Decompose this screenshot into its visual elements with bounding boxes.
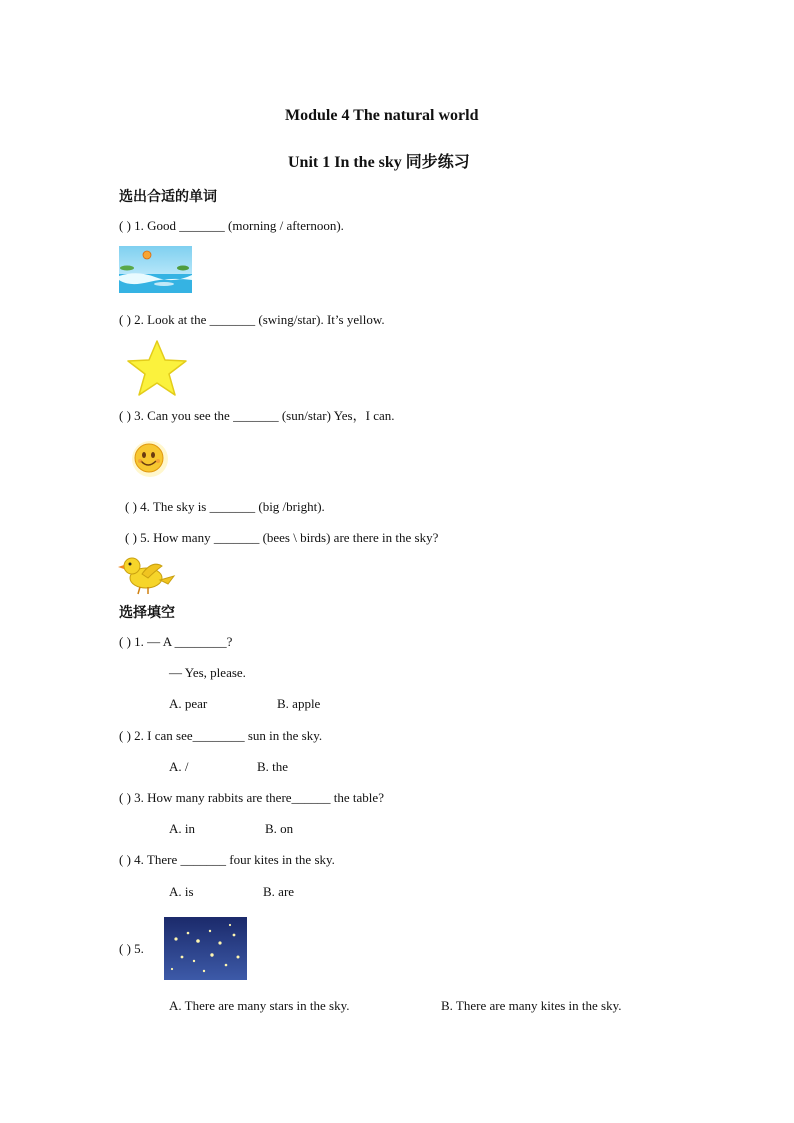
s2-question-1-option-b: B. apple bbox=[277, 696, 321, 711]
s2-question-4-option-a: A. is bbox=[169, 884, 194, 899]
s2-question-5-option-a: A. There are many stars in the sky. bbox=[169, 998, 350, 1013]
s1-question-1: ( ) 1. Good _______ (morning / afternoon). bbox=[119, 218, 344, 233]
page-title: Module 4 The natural world bbox=[285, 107, 479, 124]
night-stars-image bbox=[164, 917, 247, 980]
sun-face-image bbox=[128, 439, 172, 479]
s2-question-5-stem: ( ) 5. bbox=[119, 941, 144, 956]
s2-question-1-option-a: A. pear bbox=[169, 696, 208, 711]
section2-heading: 选择填空 bbox=[119, 605, 175, 621]
s2-question-4-stem: ( ) 4. There _______ four kites in the sky. bbox=[119, 852, 335, 867]
s1-question-3: ( ) 3. Can you see the _______ (sun/star) Yes，I can. bbox=[119, 408, 395, 423]
s2-question-3-stem: ( ) 3. How many rabbits are there______ the table? bbox=[119, 790, 384, 805]
s2-question-4-option-b: B. are bbox=[263, 884, 295, 899]
s2-question-5-option-b: B. There are many kites in the sky. bbox=[441, 998, 622, 1013]
s2-question-1-reply: — Yes, please. bbox=[169, 665, 246, 680]
bird-image bbox=[118, 552, 176, 596]
s2-question-2-stem: ( ) 2. I can see________ sun in the sky. bbox=[119, 728, 323, 743]
morning-sea-image bbox=[119, 246, 192, 293]
s1-question-2: ( ) 2. Look at the _______ (swing/star). It’s yellow. bbox=[119, 312, 385, 327]
s1-question-4: ( ) 4. The sky is _______ (big /bright). bbox=[125, 499, 325, 514]
s2-question-2-option-a: A. / bbox=[169, 759, 189, 774]
s2-question-1-stem: ( ) 1. — A ________? bbox=[119, 634, 233, 649]
s2-question-3-option-a: A. in bbox=[169, 821, 195, 836]
page-subtitle: Unit 1 In the sky 同步练习 bbox=[288, 154, 470, 171]
star-image bbox=[126, 339, 188, 397]
section1-heading: 选出合适的单词 bbox=[119, 189, 217, 205]
s2-question-2-option-b: B. the bbox=[257, 759, 289, 774]
s1-question-5: ( ) 5. How many _______ (bees \ birds) are there in the sky? bbox=[125, 530, 439, 545]
s2-question-3-option-b: B. on bbox=[265, 821, 294, 836]
